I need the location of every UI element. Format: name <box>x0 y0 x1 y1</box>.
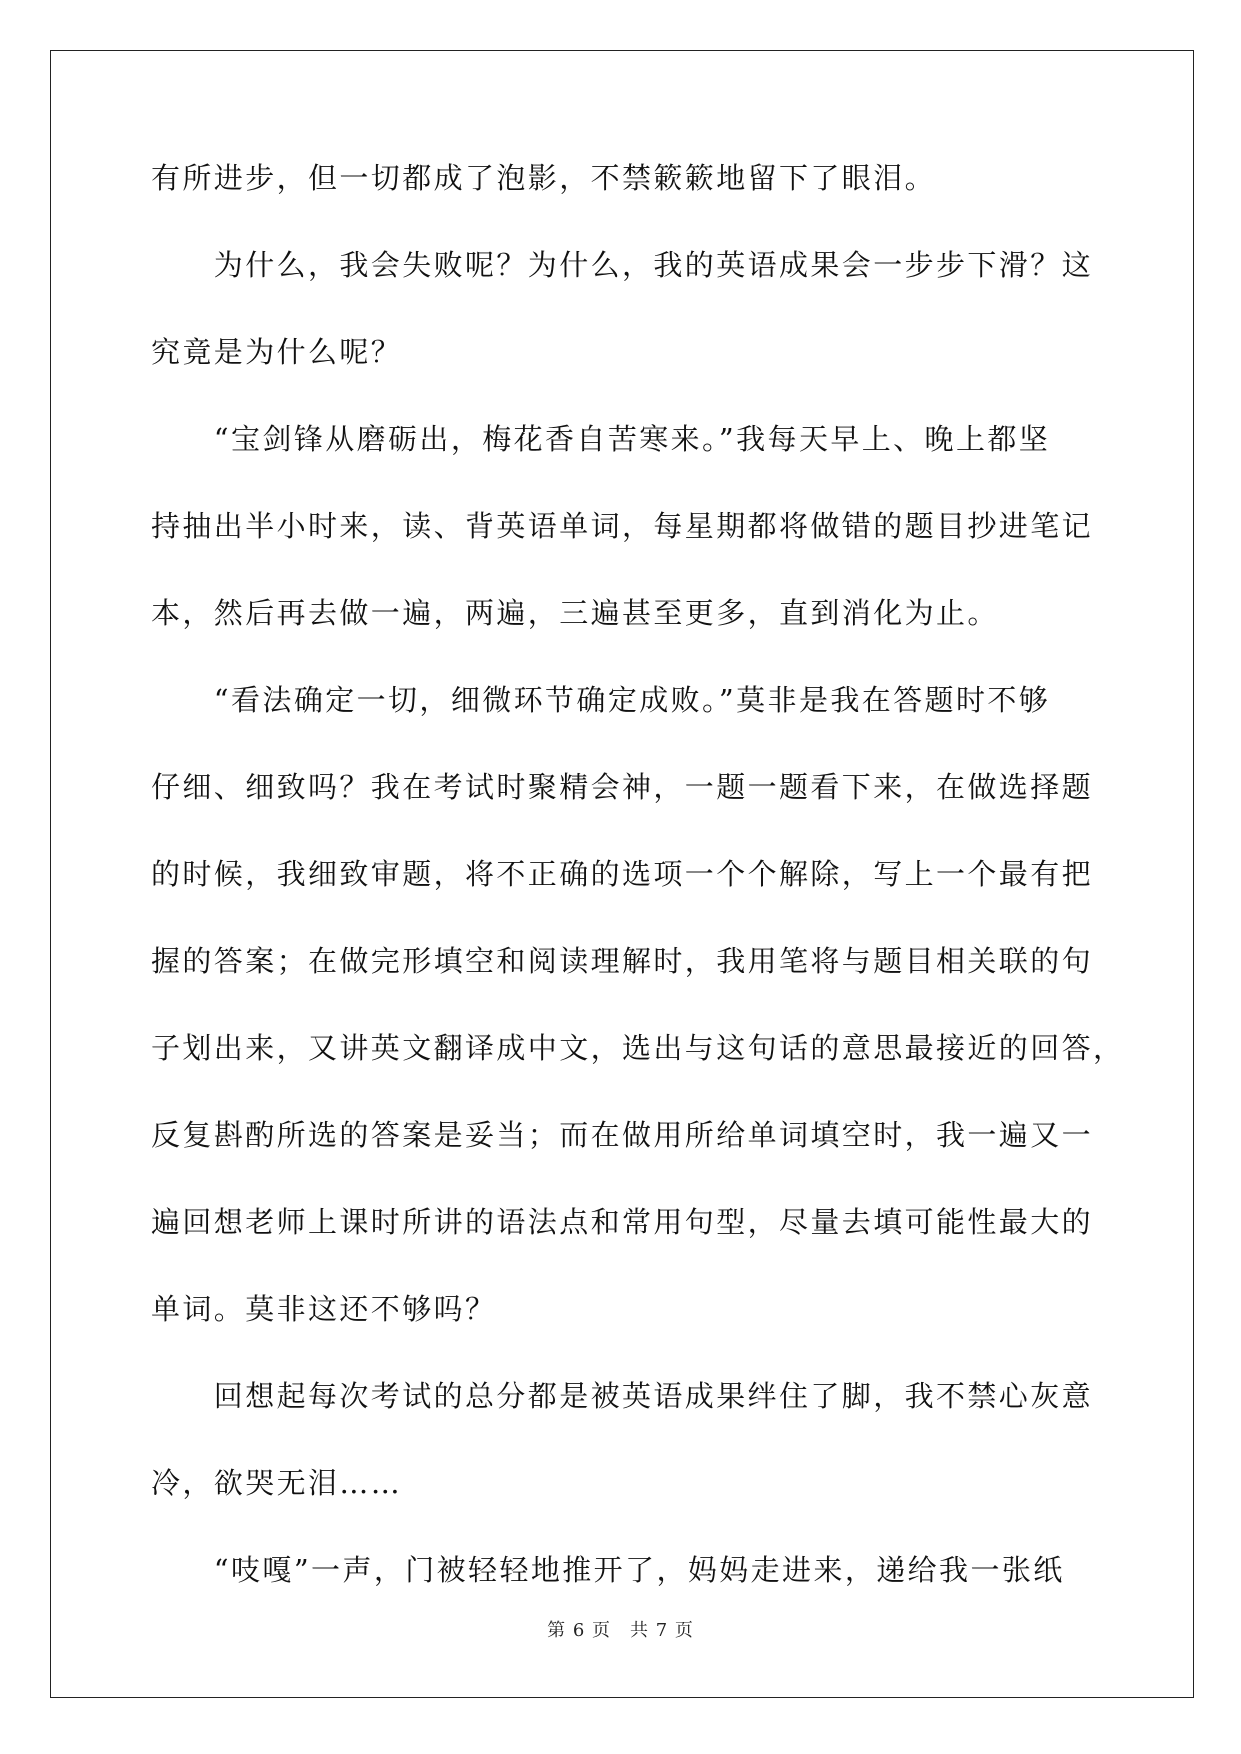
text-line: 究竟是为什么呢？ <box>151 335 403 369</box>
text-line: 冷，欲哭无泪…… <box>151 1466 403 1500</box>
text-line: 仔细、细致吗？我在考试时聚精会神，一题一题看下来，在做选择题 <box>151 770 1094 804</box>
text-line: 有所进步，但一切都成了泡影，不禁簌簌地留下了眼泪。 <box>151 161 937 195</box>
text-line: 回想起每次考试的总分都是被英语成果绊住了脚，我不禁心灰意 <box>151 1379 1094 1413</box>
text-line: 的时候，我细致审题，将不正确的选项一个个解除，写上一个最有把 <box>151 857 1094 891</box>
text-line: 单词。莫非这还不够吗？ <box>151 1292 497 1326</box>
page-number: 第 6 页 共 7 页 <box>547 1620 694 1641</box>
text-line: 遍回想老师上课时所讲的语法点和常用句型，尽量去填可能性最大的 <box>151 1205 1094 1239</box>
text-line: 持抽出半小时来，读、背英语单词，每星期都将做错的题目抄进笔记 <box>151 509 1094 543</box>
text-line: 本，然后再去做一遍，两遍，三遍甚至更多，直到消化为止。 <box>151 596 999 630</box>
text-line: 为什么，我会失败呢？为什么，我的英语成果会一步步下滑？这 <box>151 248 1094 282</box>
text-line: 握的答案；在做完形填空和阅读理解时，我用笔将与题目相关联的句 <box>151 944 1094 978</box>
text-line: “吱嘎”一声，门被轻轻地推开了，妈妈走进来，递给我一张纸 <box>151 1553 1065 1587</box>
text-line: 反复斟酌所选的答案是妥当；而在做用所给单词填空时，我一遍又一 <box>151 1118 1094 1152</box>
text-line: “宝剑锋从磨砺出，梅花香自苦寒来。”我每天早上、晚上都坚 <box>151 422 1051 456</box>
text-line: “看法确定一切，细微环节确定成败。”莫非是我在答题时不够 <box>151 683 1051 717</box>
text-line: 子划出来，又讲英文翻译成中文，选出与这句话的意思最接近的回答， <box>151 1031 1125 1065</box>
